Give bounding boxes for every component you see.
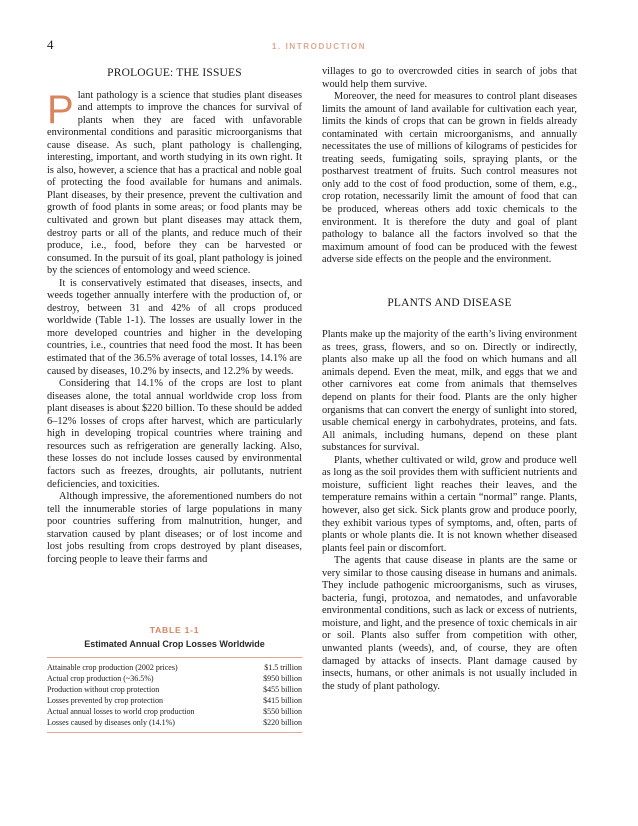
table-row (47, 717, 302, 728)
table-cell-value: $455 billion (263, 685, 302, 694)
page-number: 4 (47, 37, 54, 52)
table-cell-item: Actual crop production (~36.5%) (47, 674, 154, 683)
table-cell-value: $950 billion (263, 674, 302, 683)
paragraph-losses: It is conservatively estimated that diseases, insects, and weeds together annually interfere with the production of, or destroy, between 31 and 42% of all crops produced worldwide (Table 1-1). The losses are usually lower in the more developed countries and higher in the developing countries, i.e., countries that need food the most. It has been estimated that of the 36.5% average of total losses, 14.1% are caused by diseases, 10.2% by insects, and 12.2% by weeds. (47, 277, 302, 377)
table-top-rule (47, 657, 302, 658)
paragraph-human-impact: Although impressive, the aforementioned numbers do not tell the innumerable stories of large populations in many poor countries suffering from malnutrition, hunger, and starvation caused by plant diseases; or of lost income and lost jobs resulting from crops destroyed by plant diseases, forcing people to leave their farms and (47, 491, 302, 565)
table-cell-value: $1.5 trillion (264, 663, 302, 672)
table-row (47, 706, 302, 717)
table-row (47, 662, 302, 673)
table-cell-item: Losses prevented by crop protection (47, 696, 163, 705)
paragraph-disease-losses: Considering that 14.1% of the crops are lost to plant diseases alone, the total annual worldwide crop loss from plant diseases is about $220 billion. To these should be added 6–12% losses of crops after harvest, which are particularly high in developing tropical countries where training and resources such as refrigeration are generally lacking. Also, these losses do not include losses caused by environmental factors such as freezes, droughts, air pollutants, nutrient deficiencies, and toxicities. (47, 378, 302, 490)
table-cell-value: $550 billion (263, 707, 302, 716)
table-title: Estimated Annual Crop Losses Worldwide (84, 639, 265, 649)
drop-cap: P (47, 87, 74, 132)
paragraph-plants-sick: Plants, whether cultivated or wild, grow and produce well as long as the soil provides them with sufficient nutrients and moisture, sufficient light reaches their leaves, and the temperature remains within a certain “normal” range. Plants, however, also get sick. Sick plants grow and produce poorly, they exhibit various types of symptoms, and, often, parts of plants or whole plants die. It is not known whether diseased plants feel pain or discomfort. (322, 454, 577, 554)
section-title-prologue: PROLOGUE: THE ISSUES (107, 67, 242, 79)
left-column (47, 66, 302, 566)
table-crop-losses (47, 625, 302, 733)
paragraph-continuation: villages to go to overcrowded cities in search of jobs that would help them survive. (322, 66, 577, 90)
section-title-plants-disease: PLANTS AND DISEASE (387, 296, 512, 309)
paragraph-intro-text: lant pathology is a science that studies plant diseases and attempts to improve the chances for survival of plants when they are faced with unfavorable environmental conditions and parasitic microorganisms that cause disease. As such, plant pathology is challenging, interesting, important, and worth studying in its own right. It is also, however, a science that has a practical and noble goal of protecting the food available for humans and animals. Plant diseases, by their presence, prevent the cultivation and growth of food plants in some areas; or food plants may be cultivated and grown but plant diseases may attack them, destroy parts or all of the plants, and reduce much of their produce, i.e., food, before they can be harvested or consumed. In the pursuit of its goal, plant pathology is joined by the sciences of entomology and weed science. (47, 89, 302, 277)
table-row (47, 695, 302, 706)
table-body (47, 662, 302, 728)
running-head: 1. INTRODUCTION (271, 42, 367, 51)
table-bottom-rule (47, 732, 302, 733)
table-label: TABLE 1-1 (149, 625, 200, 635)
table-cell-value: $415 billion (263, 696, 302, 705)
table-row (47, 684, 302, 695)
table-cell-item: Production without crop protection (47, 685, 160, 694)
paragraph-disease-agents: The agents that cause disease in plants are the same or very similar to those causing disease in humans and animals. They include pathogenic microorganisms, such as viruses, bacteria, fungi, protozoa, and nematodes, and unfavorable environmental conditions, such as lack or excess of nutrients, moisture, and light, and the presence of toxic chemicals in air or soil. Plants also suffer from competition with other, unwanted plants (weeds), and, of course, they are often damaged by attacks of insects. Plant damage caused by insects, humans, or other animals is not usually included in the study of plant pathology. (322, 555, 577, 692)
right-column (322, 66, 577, 693)
table-cell-item: Attainable crop production (2002 prices) (47, 663, 178, 672)
table-cell-value: $220 billion (263, 718, 302, 727)
table-cell-item: Actual annual losses to world crop production (47, 707, 195, 716)
paragraph-plants-environment: Plants make up the majority of the earth’s living environment as trees, grass, flowers, and so on. Directly or indirectly, plants also make up all the food on which humans and all animals depend. Even the meat, milk, and eggs that we and other carnivores eat come from animals that themselves depend on plants for their food. Plants are the only higher organisms that can convert the energy of sunlight into stored, usable chemical energy in carbohydrates, proteins, and fats. All animals, including humans, depend on these plant substances for survival. (322, 329, 577, 454)
paragraph-intro (47, 87, 302, 278)
paragraph-control-measures: Moreover, the need for measures to control plant diseases limits the amount of land available for cultivation each year, limits the kinds of crops that can be grown in fields already contaminated with certain microorganisms, and annually necessitates the use of millions of kilograms of pesticides for treating seeds, fumigating soils, spraying plants, or the postharvest treatment of fruits. Such control measures not only add to the cost of food production, some of them, e.g., crop rotation, necessarily limit the amount of food that can be produced, whereas others add toxic chemicals to the environment. It is therefore the duty and goal of plant pathology to balance all the factors involved so that the maximum amount of food can be produced with the fewest adverse side effects on the people and the environment. (322, 91, 577, 266)
table-cell-item: Losses caused by diseases only (14.1%) (47, 718, 175, 727)
table-row (47, 673, 302, 684)
